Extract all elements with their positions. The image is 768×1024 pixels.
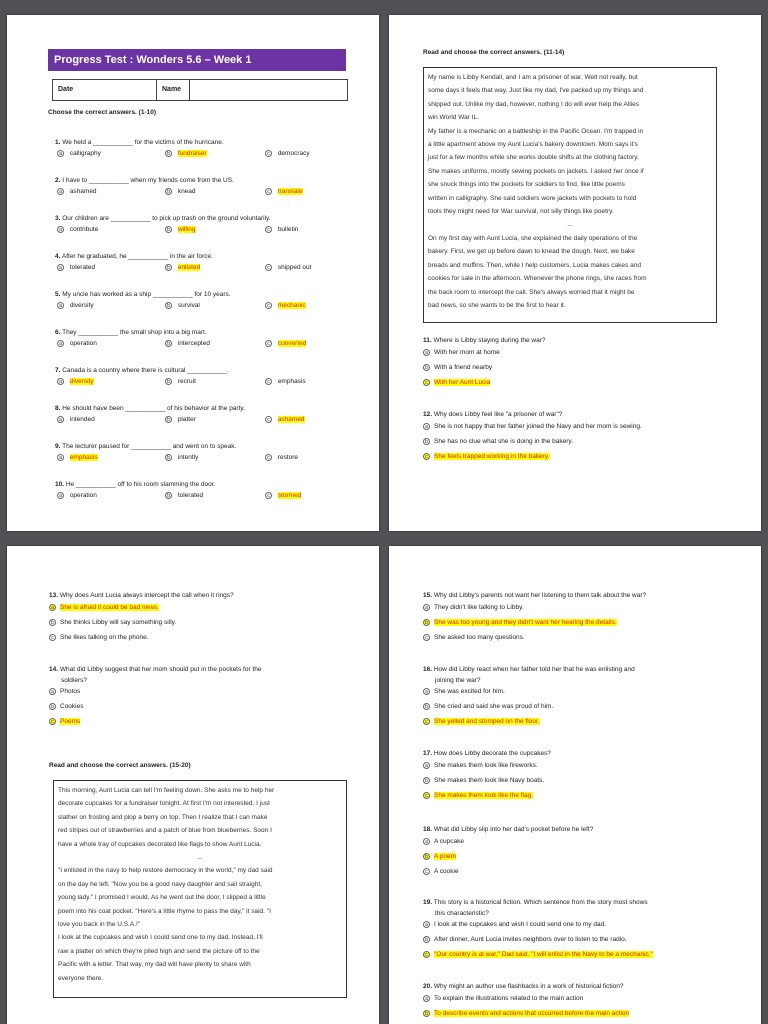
option-radio-icon[interactable]: b: [165, 416, 172, 423]
option-text: converted: [277, 340, 307, 348]
passage-line: My father is a mechanic on a battleship in the Pacific Ocean. I'm trapped in: [428, 127, 644, 135]
option-radio-icon[interactable]: b: [423, 438, 430, 445]
question-number: 4.: [55, 253, 61, 260]
option-text: emphasis: [277, 378, 306, 386]
option-text: tolerated: [69, 264, 96, 272]
option-radio-icon[interactable]: b: [49, 619, 56, 626]
answer-option[interactable]: [423, 777, 544, 784]
question-text: We held a ___________ for the victims of the hurricane.: [60, 139, 224, 146]
question-text-continued: soldiers?: [61, 677, 88, 684]
option-text: calligraphy: [69, 150, 101, 158]
question-10: [55, 481, 215, 488]
option-radio-icon[interactable]: b: [423, 1010, 430, 1017]
option-text: After dinner, Aunt Lucia invites neighbors over to listen to the radio.: [434, 936, 627, 944]
passage-line: raw a platter on which they're piled high and send the picture off to the: [58, 947, 260, 955]
passage-line: the back room to intercept the call. She's always worried that it might be: [428, 288, 635, 296]
option-text: A cupcake: [434, 838, 464, 846]
question-15: [423, 592, 646, 599]
option-text: She makes them look like the flag.: [434, 792, 533, 800]
answer-option[interactable]: [165, 302, 200, 309]
answer-option[interactable]: [423, 438, 573, 445]
option-text: She is not happy that her father joined the Navy and her mom is sewing.: [434, 423, 642, 431]
question-text: Why does Aunt Lucia always intercept the call when it rings?: [58, 592, 234, 599]
option-radio-icon[interactable]: b: [165, 188, 172, 195]
option-text: ashamed: [277, 416, 305, 424]
answer-option[interactable]: [165, 416, 196, 423]
question-number: 14.: [49, 666, 59, 673]
option-text: To explain the illustrations related to the main action: [434, 995, 584, 1003]
question-number: 19.: [423, 899, 433, 906]
question-text: After he graduated, he ___________ in the air force.: [60, 253, 213, 260]
option-text: She makes them look like fireworks.: [434, 762, 538, 770]
option-radio-icon[interactable]: a: [57, 150, 64, 157]
passage-line: bakery. First, we get up before dawn to knead the dough. Next, we bake: [428, 248, 635, 256]
question-number: 1.: [55, 139, 61, 146]
answer-option[interactable]: [423, 703, 553, 710]
answer-option[interactable]: [265, 188, 303, 195]
question-number: 11.: [423, 337, 432, 344]
question-text: Canada is a country where there is cultural ___________.: [60, 367, 229, 374]
section-heading: Choose the correct answers. (1-10): [48, 109, 157, 116]
answer-option[interactable]: [49, 619, 176, 626]
passage-line: red stripes out of strawberries and a patch of blue from blueberries. Soon I: [58, 827, 272, 835]
answer-option[interactable]: [265, 264, 311, 271]
option-text: restore: [277, 454, 299, 462]
section-heading: Read and choose the correct answers. (15-20): [49, 762, 191, 769]
name-label: Name: [157, 80, 190, 100]
question-text: Why does Libby feel like "a prisoner of war"?: [432, 411, 563, 418]
option-text: intercepted: [177, 340, 210, 348]
answer-option[interactable]: [423, 936, 627, 943]
question-text: They ___________ the small shop into a big mart.: [60, 329, 207, 336]
option-text: ashamed: [69, 188, 97, 196]
passage-line: poem into his coat pocket. "Here's a little rhyme to pass the day," it said. "I: [58, 907, 271, 915]
answer-option[interactable]: [57, 454, 98, 461]
reading-passage: [423, 67, 717, 323]
option-text: She was too young and they didn't want her hearing the details.: [434, 619, 617, 627]
passage-line: "I enlisted in the navy to help restore democracy in the world," my dad said: [58, 867, 273, 875]
question-number: 3.: [55, 215, 61, 222]
question-text: This story is a historical fiction. Which sentence from the story most shows: [432, 899, 648, 906]
passage-line: have a whole tray of cupcakes decorated like flags to show Aunt Lucia.: [58, 840, 262, 848]
question-text: How did Libby react when her father told her that he was enlisting and: [432, 666, 635, 673]
answer-option[interactable]: [423, 453, 550, 460]
question-20: [423, 983, 624, 990]
question-text: Our children are ___________ to pick up trash on the ground voluntarily.: [60, 215, 271, 222]
option-radio-icon[interactable]: b: [165, 150, 172, 157]
answer-option[interactable]: [57, 188, 97, 195]
section-heading: Read and choose the correct answers. (11-14): [423, 49, 565, 56]
passage-line: breads and muffins. Then, while I help customers, Lucia makes cakes and: [428, 261, 641, 269]
option-radio-icon[interactable]: c: [265, 454, 272, 461]
worksheet-page-4: [389, 546, 761, 1024]
answer-option[interactable]: [165, 188, 196, 195]
option-radio-icon[interactable]: b: [423, 364, 430, 371]
date-name-table: [52, 79, 348, 101]
passage-line: shipped out. Unlike my dad, however, nothing I do will ever help the Allies: [428, 100, 640, 108]
answer-option[interactable]: [423, 604, 524, 611]
question-19: [423, 899, 648, 906]
answer-option[interactable]: [49, 718, 80, 725]
answer-option[interactable]: [165, 226, 196, 233]
option-text: She is afraid it could be bad news.: [60, 604, 160, 612]
answer-option[interactable]: [57, 378, 94, 385]
option-text: translate: [277, 188, 303, 196]
question-text: I have to ___________ when my friends come from the US.: [60, 177, 234, 184]
option-text: She cried and said she was proud of him.: [434, 703, 554, 711]
passage-line: decorate cupcakes for a fundraiser tonight. At first I'm not interested. I just: [58, 800, 270, 808]
worksheet-page-2: [389, 15, 761, 531]
passage-line: I look at the cupcakes and wish I could send one to my dad. Instead, I'll: [58, 934, 263, 942]
option-radio-icon[interactable]: c: [49, 718, 56, 725]
answer-option[interactable]: [265, 416, 305, 423]
option-text: Cookies: [60, 703, 84, 711]
option-text: knead: [177, 188, 196, 196]
passage-line: This morning, Aunt Lucia can tell I'm feeling down. She asks me to help her: [58, 787, 275, 794]
answer-option[interactable]: [423, 619, 617, 626]
question-text: He should have been ___________ of his behavior at the party.: [60, 405, 245, 412]
question-number: 7.: [55, 367, 61, 374]
answer-option[interactable]: [165, 264, 200, 271]
answer-option[interactable]: [49, 604, 159, 611]
question-3: [55, 215, 271, 222]
option-radio-icon[interactable]: c: [49, 634, 56, 641]
passage-line: just for a few months while she works double shifts at the clothing factory.: [428, 154, 639, 162]
name-field[interactable]: [190, 80, 347, 100]
question-number: 9.: [55, 443, 61, 450]
answer-option[interactable]: [49, 634, 149, 641]
option-radio-icon[interactable]: c: [265, 340, 272, 347]
option-text: intended: [69, 416, 95, 424]
passage-line: My name is Libby Kendall, and I am a prisoner of war. Welt not really, but: [428, 74, 638, 81]
option-radio-icon[interactable]: c: [265, 150, 272, 157]
question-2: [55, 177, 234, 184]
option-radio-icon[interactable]: a: [49, 688, 56, 695]
passage-line: a little apartment above my Aunt Lucia's bakery downtown. Mom says it's: [428, 141, 638, 149]
option-radio-icon[interactable]: c: [265, 302, 272, 309]
option-text: democracy: [277, 150, 310, 158]
answer-option[interactable]: [423, 379, 490, 386]
option-radio-icon[interactable]: a: [423, 762, 430, 769]
answer-option[interactable]: [265, 454, 298, 461]
option-text: mechanic: [277, 302, 306, 310]
option-text: With her Aunt Lucia: [434, 379, 491, 387]
passage-line: she snuck things into the pockets for soldiers to find, like little poems: [428, 181, 625, 189]
question-6: [55, 329, 207, 336]
passage-line: love you back in the U.S.A.!": [58, 921, 141, 929]
option-radio-icon[interactable]: b: [165, 226, 172, 233]
option-radio-icon[interactable]: c: [265, 492, 272, 499]
passage-line: ...: [197, 854, 203, 862]
passage-line: ...: [567, 221, 573, 229]
question-17: [423, 750, 551, 757]
option-text: bulletin: [277, 226, 299, 234]
question-number: 20.: [423, 983, 433, 990]
option-radio-icon[interactable]: a: [423, 423, 430, 430]
answer-option[interactable]: [265, 226, 298, 233]
passage-line: everyone there.: [58, 974, 104, 982]
option-text: With her mom at home: [434, 349, 500, 357]
option-radio-icon[interactable]: b: [423, 703, 430, 710]
option-text: She has no clue what she is doing in the bakery.: [434, 438, 573, 446]
option-text: She was excited for him.: [434, 688, 505, 696]
option-radio-icon[interactable]: b: [423, 777, 430, 784]
option-radio-icon[interactable]: b: [423, 936, 430, 943]
answer-option[interactable]: [423, 1010, 629, 1017]
question-11: [423, 337, 546, 344]
option-radio-icon[interactable]: a: [57, 378, 64, 385]
date-label: Date: [53, 80, 157, 100]
option-radio-icon[interactable]: c: [423, 792, 430, 799]
option-radio-icon[interactable]: a: [49, 604, 56, 611]
answer-option[interactable]: [57, 264, 95, 271]
answer-option[interactable]: [265, 378, 306, 385]
option-radio-icon[interactable]: c: [423, 379, 430, 386]
question-4: [55, 253, 213, 260]
question-12: [423, 411, 562, 418]
passage-line: Pacific with a letter. That way, my dad will have plenty to share with: [58, 961, 251, 969]
option-text: intently: [177, 454, 199, 462]
answer-option[interactable]: [57, 150, 101, 157]
answer-option[interactable]: [423, 718, 540, 725]
passage-line: On my first day with Aunt Lucia, she explained the daily operations of the: [428, 234, 638, 242]
option-radio-icon[interactable]: b: [423, 853, 430, 860]
passage-line: slather on frosting and plop a berry on top. Then I realize that I can make: [58, 813, 268, 821]
option-radio-icon[interactable]: a: [423, 838, 430, 845]
question-text-continued: this characteristic?: [435, 910, 489, 917]
answer-option[interactable]: [423, 364, 492, 371]
option-radio-icon[interactable]: c: [265, 378, 272, 385]
answer-option[interactable]: [57, 340, 97, 347]
question-number: 18.: [423, 826, 433, 833]
option-text: A cookie: [434, 868, 459, 876]
answer-option[interactable]: [265, 492, 301, 499]
passage-line: young lady." I promised I would. As he went out the door, I slipped a little: [58, 894, 266, 902]
answer-option[interactable]: [265, 150, 310, 157]
option-text: diversity: [69, 378, 94, 386]
option-text: They didn't like talking to Libby.: [434, 604, 524, 612]
option-text: "Our country is at war," Dad said. "I will enlist in the Navy to be a mechanic.": [434, 951, 653, 959]
answer-option[interactable]: [57, 416, 95, 423]
answer-option[interactable]: [423, 995, 583, 1002]
option-text: She makes them look like Navy boats.: [434, 777, 545, 785]
question-text: He ___________ off to his room slamming the door.: [64, 481, 216, 488]
option-radio-icon[interactable]: a: [57, 492, 64, 499]
option-text: Photos: [60, 688, 81, 696]
option-radio-icon[interactable]: b: [165, 264, 172, 271]
option-radio-icon[interactable]: a: [423, 688, 430, 695]
option-text: contribute: [69, 226, 99, 234]
option-radio-icon[interactable]: c: [265, 226, 272, 233]
option-radio-icon[interactable]: b: [165, 454, 172, 461]
question-9: [55, 443, 236, 450]
passage-line: win World War IL.: [428, 114, 479, 122]
option-radio-icon[interactable]: a: [57, 302, 64, 309]
option-radio-icon[interactable]: a: [57, 264, 64, 271]
answer-option[interactable]: [423, 951, 653, 958]
question-text-continued: joining the war?: [435, 677, 481, 684]
question-text: The lecturer paused for ___________ and went on to speak.: [60, 443, 237, 450]
answer-option[interactable]: [423, 634, 525, 641]
question-text: What did Libby slip into her dad's pocket before he left?: [432, 826, 594, 833]
option-text: shipped out: [277, 264, 312, 272]
passage-line: She makes uniforms, mostly sewing pockets on jackets. I asked her once if: [428, 167, 644, 175]
option-text: tolerated: [177, 492, 204, 500]
option-text: recruit: [177, 378, 196, 386]
option-text: survival: [177, 302, 200, 310]
option-text: Poems: [60, 718, 81, 726]
answer-option[interactable]: [423, 838, 464, 845]
option-radio-icon[interactable]: a: [423, 921, 430, 928]
option-radio-icon[interactable]: c: [423, 718, 430, 725]
option-radio-icon[interactable]: b: [423, 619, 430, 626]
question-number: 15.: [423, 592, 433, 599]
passage-line: tools they might need for War survival, not silly things like poetry.: [428, 208, 614, 216]
answer-option[interactable]: [423, 921, 606, 928]
option-text: willing: [177, 226, 196, 234]
option-radio-icon[interactable]: b: [49, 703, 56, 710]
passage-line: on the day he left. "Now you be a good navy daughter and sail straight,: [58, 880, 262, 888]
option-text: enlisted: [177, 264, 201, 272]
worksheet-page-1: [7, 15, 379, 531]
option-text: emphasis: [69, 454, 98, 462]
question-number: 17.: [423, 750, 433, 757]
option-text: stormed: [277, 492, 302, 500]
option-radio-icon[interactable]: c: [423, 634, 430, 641]
passage-line: written in calligraphy. She said soldiers wore jackets with pockets to hold: [428, 194, 637, 202]
option-radio-icon[interactable]: b: [165, 378, 172, 385]
worksheet-page-3: [7, 546, 379, 1024]
option-radio-icon[interactable]: a: [423, 604, 430, 611]
option-radio-icon[interactable]: b: [165, 492, 172, 499]
question-text: What did Libby suggest that her mom should put in the pockets for the: [58, 666, 262, 673]
answer-option[interactable]: [165, 150, 207, 157]
option-radio-icon[interactable]: c: [423, 868, 430, 875]
option-radio-icon[interactable]: b: [165, 302, 172, 309]
question-number: 12.: [423, 411, 433, 418]
question-number: 13.: [49, 592, 59, 599]
answer-option[interactable]: [423, 792, 533, 799]
question-7: [55, 367, 229, 374]
option-text: With a friend nearby: [434, 364, 493, 372]
question-14: [49, 666, 261, 673]
option-radio-icon[interactable]: c: [265, 188, 272, 195]
question-number: 16.: [423, 666, 433, 673]
option-text: fundraiser: [177, 150, 207, 158]
option-text: She likes talking on the phone.: [60, 634, 149, 642]
option-text: diversity: [69, 302, 94, 310]
question-text: Why did Libby's parents not want her listening to them talk about the war?: [432, 592, 647, 599]
question-16: [423, 666, 635, 673]
option-radio-icon[interactable]: a: [423, 349, 430, 356]
question-18: [423, 826, 593, 833]
question-text: Why might an author use flashbacks in a work of historical fiction?: [432, 983, 624, 990]
answer-option[interactable]: [423, 868, 459, 875]
question-5: [55, 291, 231, 298]
option-radio-icon[interactable]: c: [423, 951, 430, 958]
answer-option[interactable]: [165, 454, 198, 461]
answer-option[interactable]: [423, 853, 456, 860]
question-number: 5.: [55, 291, 61, 298]
answer-option[interactable]: [165, 492, 203, 499]
question-number: 6.: [55, 329, 61, 336]
option-radio-icon[interactable]: c: [265, 416, 272, 423]
answer-option[interactable]: [57, 226, 98, 233]
question-number: 8.: [55, 405, 61, 412]
question-8: [55, 405, 245, 412]
option-radio-icon[interactable]: c: [265, 264, 272, 271]
answer-option[interactable]: [49, 688, 80, 695]
option-radio-icon[interactable]: a: [57, 454, 64, 461]
passage-line: cookies for sale in the afternoon. Whenever the phone rings, she races from: [428, 275, 647, 283]
page-title: Progress Test : Wonders 5.6 – Week 1: [48, 49, 346, 71]
question-number: 2.: [55, 177, 61, 184]
option-text: operation: [69, 492, 97, 500]
option-radio-icon[interactable]: c: [423, 453, 430, 460]
option-text: platter: [177, 416, 196, 424]
question-text: Where is Libby staying during the war?: [431, 337, 546, 344]
answer-option[interactable]: [57, 492, 97, 499]
option-radio-icon[interactable]: a: [57, 340, 64, 347]
option-radio-icon[interactable]: b: [165, 340, 172, 347]
answer-option[interactable]: [49, 703, 83, 710]
option-text: She yelled and stomped on the floor.: [434, 718, 540, 726]
option-text: To describe events and actions that occurred before the main action: [434, 1010, 630, 1018]
question-number: 10.: [55, 481, 65, 488]
option-radio-icon[interactable]: a: [57, 416, 64, 423]
question-text: How does Libby decorate the cupcakes?: [432, 750, 551, 757]
option-radio-icon[interactable]: a: [57, 226, 64, 233]
passage-line: some days it feels that way. Just like my dad, I've packed up my things and: [428, 87, 644, 95]
option-radio-icon[interactable]: a: [423, 995, 430, 1002]
option-text: A poem: [434, 853, 457, 861]
option-text: She feels trapped working in the bakery.: [434, 453, 550, 461]
reading-passage: [53, 780, 347, 998]
option-text: operation: [69, 340, 97, 348]
answer-option[interactable]: [57, 302, 94, 309]
answer-option[interactable]: [165, 378, 196, 385]
option-text: I look at the cupcakes and wish I could send one to my dad.: [434, 921, 606, 929]
option-radio-icon[interactable]: a: [57, 188, 64, 195]
passage-line: bad news, so she wants to be the first to hear it.: [428, 301, 566, 309]
question-text: My uncle has worked as a ship ___________ for 10 years.: [60, 291, 231, 298]
answer-option[interactable]: [423, 688, 505, 695]
answer-option[interactable]: [423, 349, 500, 356]
answer-option[interactable]: [165, 340, 210, 347]
question-13: [49, 592, 234, 599]
option-text: She thinks Libby will say something silly.: [60, 619, 177, 627]
option-text: She asked too many questions.: [434, 634, 525, 642]
question-1: [55, 139, 224, 146]
answer-option[interactable]: [265, 302, 306, 309]
answer-option[interactable]: [423, 423, 642, 430]
answer-option[interactable]: [423, 762, 538, 769]
answer-option[interactable]: [265, 340, 306, 347]
